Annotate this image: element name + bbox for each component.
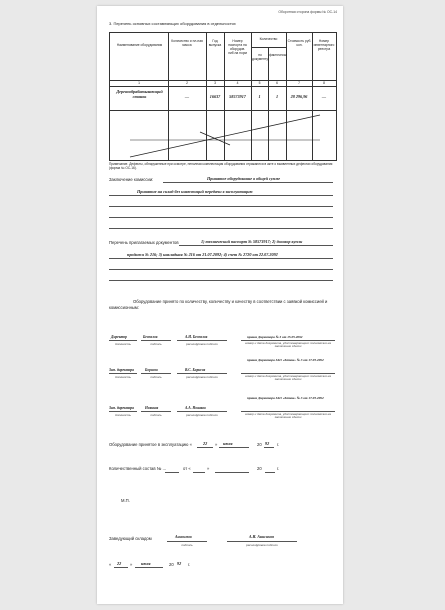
cell-fact-qty: 1: [275, 94, 279, 99]
table-blank-area: [110, 110, 336, 160]
commission-text: Оборудование принято по количеству, количеству и качеству в соответствии с заявкой комиссией и комиссионным:: [109, 299, 328, 310]
accepted-label: Оборудование принятое в эксплуатацию «: [109, 442, 192, 447]
col-num: 8: [323, 81, 325, 85]
accepted-suffix: г.: [277, 442, 280, 447]
caption-name: расшифровка подписи: [186, 375, 218, 379]
note-text: Примечание. Дефекты, обнаруженные при осмотре, неполная комплектация оборудования отражаются в акте о выявленных дефектах оборудования (форма № ОС-16).: [109, 162, 333, 170]
final-date-open: «: [109, 562, 112, 567]
col-num: 4: [236, 81, 239, 85]
final-year-2: 92: [177, 561, 182, 566]
section-title: 3. Перечень основных составляющих оборудования в отдельностях: [109, 21, 236, 26]
final-year: 20: [169, 562, 174, 567]
signer-position: Зам. директора: [109, 406, 134, 410]
signer-signature: Беспалов: [143, 335, 158, 339]
quantity-year: 20: [257, 466, 262, 471]
col-num: 3: [214, 81, 216, 85]
signer-signature: Новиков: [145, 406, 159, 410]
documents-line-1: 1) технический паспорт № 58573917; 2) договор купли: [201, 239, 303, 244]
col-num: 5: [258, 81, 261, 85]
header-inventory: Номер инвентарного реестра: [313, 39, 335, 51]
quantity-mid: от «: [183, 466, 191, 471]
col-num: 6: [276, 81, 278, 85]
signer-name: В.С. Борисов: [185, 368, 206, 372]
signer-position: Зам. директора: [109, 368, 134, 372]
document-page: Оборотная сторона формы № ОС-14 3. Перечень основных составляющих оборудования в отдельностях Наименование оборудования Количество и пл-ная масса Год выпуска Номер паспорта на оборудов. либ.на норм Количество по документу фактически Стоимость руб. коп. Номер инвентарного реестра 1 2 3 4 5 6 7 8 Деревообрабатывающий станок — 16637 58573917 1 1 28 296,96 — Примечание. Дефекты, обнаруженные при осмотре, неполная комплектация оборудования отражаются в акте о выявленных дефектах оборудования (форма № ОС-16). Заключение комиссии: Принятое оборудование в общей сумме Принятие на склад без инвестиций передачи в эксплуатацию Перечень прилагаемых документов 1) технический паспорт № 58573917; 2) договор купли продажи № 216; 3) накладная № 216 от 21.07.2092; 4) счет № 2720 от 22.07.2092 Оборудование принято по количеству, количеству и качеству в соответствии с заявкой комиссией и комиссионным: Директор Беспалов А.И. Беспалов приказ Директора № 3 от 15.05.2092 должность подпись расшифровка подписи номер и дата документа, удостоверяющего полномочия на заключение сделки приказ Директора ЗАО «Бетон» № 3 от 17.05.2092 Зам. директора Борисов В.С. Борисов должность подпись расшифровка подписи номер и дата документа, удостоверяющего полномочия на заключение сделки приказ Директора ЗАО «Бетон» № 3 от 17.05.2092 Зам. директора Новиков А.А. Новиков должность подпись расшифровка подписи номер и дата документа, удостоверяющего полномочия на заключение сделки Оборудование принятое в эксплуатацию « 22 » июля 20 92 г. Количественный состав № … от « » 20 г. М.П. Заведующий складом Анисимов А.И. Анисимов подпись расшифровка подписи « 22 » июля 20 92 г.: [97, 6, 343, 604]
caption-signature: подпись: [150, 375, 162, 379]
documents-line-2: продажи № 216; 3) накладная № 216 от 21.07.2092; 4) счет № 2720 от 22.07.2092: [127, 252, 278, 257]
header-quantity: Количество: [259, 37, 278, 41]
caption-signature: подпись: [181, 543, 193, 547]
caption-position: должность: [115, 342, 131, 346]
table-header: [110, 33, 336, 81]
col-num: 7: [298, 81, 300, 85]
signer-order: приказ Директора № 3 от 15.05.2092: [247, 335, 303, 339]
cell-year: 16637: [209, 94, 221, 99]
caption-position: должность: [115, 413, 131, 417]
cell-name: Деревообрабатывающий станок: [116, 89, 163, 99]
conclusion-label: Заключение комиссии:: [109, 177, 154, 182]
storekeeper-name: А.И. Анисимов: [249, 535, 275, 539]
header-by-doc: по документу: [252, 53, 268, 61]
storekeeper-label: Заведующий складом: [109, 536, 152, 541]
equipment-table: [109, 32, 337, 161]
cell-doc-qty: 1: [258, 94, 261, 99]
signer-signature: Борисов: [145, 368, 158, 372]
caption-name: расшифровка подписи: [186, 342, 218, 346]
header-qty-mass: Количество и пл-ная масса: [171, 39, 203, 47]
final-month: июля: [141, 561, 151, 566]
signer-position: Директор: [111, 335, 127, 339]
cell-cost: 28 296,96: [290, 94, 308, 99]
accepted-year-prefix: 20: [257, 442, 262, 447]
conclusion-line-2: Принятие на склад без инвестиций передачи в эксплуатацию: [137, 189, 253, 194]
col-num: 1: [138, 81, 140, 85]
final-date-close: »: [130, 562, 133, 567]
quantity-suffix: г.: [277, 466, 280, 471]
stamp-place: М.П.: [121, 498, 130, 503]
header-cost: Стоимость руб. коп.: [287, 39, 312, 47]
header-year: Год выпуска: [208, 39, 222, 47]
signer-name: А.А. Новиков: [185, 406, 206, 410]
accepted-day: 22: [203, 441, 208, 446]
cell-qty-mass: —: [184, 94, 190, 99]
conclusion-line-1: Принятое оборудование в общей сумме: [207, 176, 281, 181]
caption-order: номер и дата документа, удостоверяющего полномочия на заключение сделки: [245, 341, 331, 349]
cell-inventory: —: [321, 94, 327, 99]
caption-order: номер и дата документа, удостоверяющего полномочия на заключение сделки: [245, 412, 331, 420]
documents-label: Перечень прилагаемых документов: [109, 240, 179, 245]
final-day: 22: [117, 561, 122, 566]
header-passport: Номер паспорта на оборудов. либ.на норм: [228, 39, 247, 55]
accepted-year: 92: [265, 441, 270, 446]
header-name: Наименование оборудования: [116, 43, 163, 47]
cell-passport: 58573917: [229, 94, 246, 99]
form-reference: Оборотная сторона формы № ОС-14: [278, 10, 337, 14]
caption-signature: подпись: [150, 342, 162, 346]
caption-name: расшифровка подписи: [186, 413, 218, 417]
accepted-month: июля: [223, 441, 233, 446]
signer-order: приказ Директора ЗАО «Бетон» № 3 от 17.05.2092: [247, 396, 324, 400]
caption-name: расшифровка подписи: [246, 543, 278, 547]
caption-position: должность: [115, 375, 131, 379]
final-suffix: г.: [188, 562, 191, 567]
storekeeper-signature: Анисимов: [175, 535, 192, 539]
col-num: 2: [186, 81, 188, 85]
table-crossout-lines: [110, 110, 336, 160]
header-actual: фактически: [269, 53, 287, 57]
table-row: [110, 86, 336, 111]
caption-order: номер и дата документа, удостоверяющего полномочия на заключение сделки: [245, 374, 331, 382]
quantity-label: Количественный состав № …: [109, 466, 167, 471]
signer-order: приказ Директора ЗАО «Бетон» № 3 от 17.05.2092: [247, 358, 324, 362]
caption-signature: подпись: [150, 413, 162, 417]
signer-name: А.И. Беспалов: [185, 335, 208, 339]
